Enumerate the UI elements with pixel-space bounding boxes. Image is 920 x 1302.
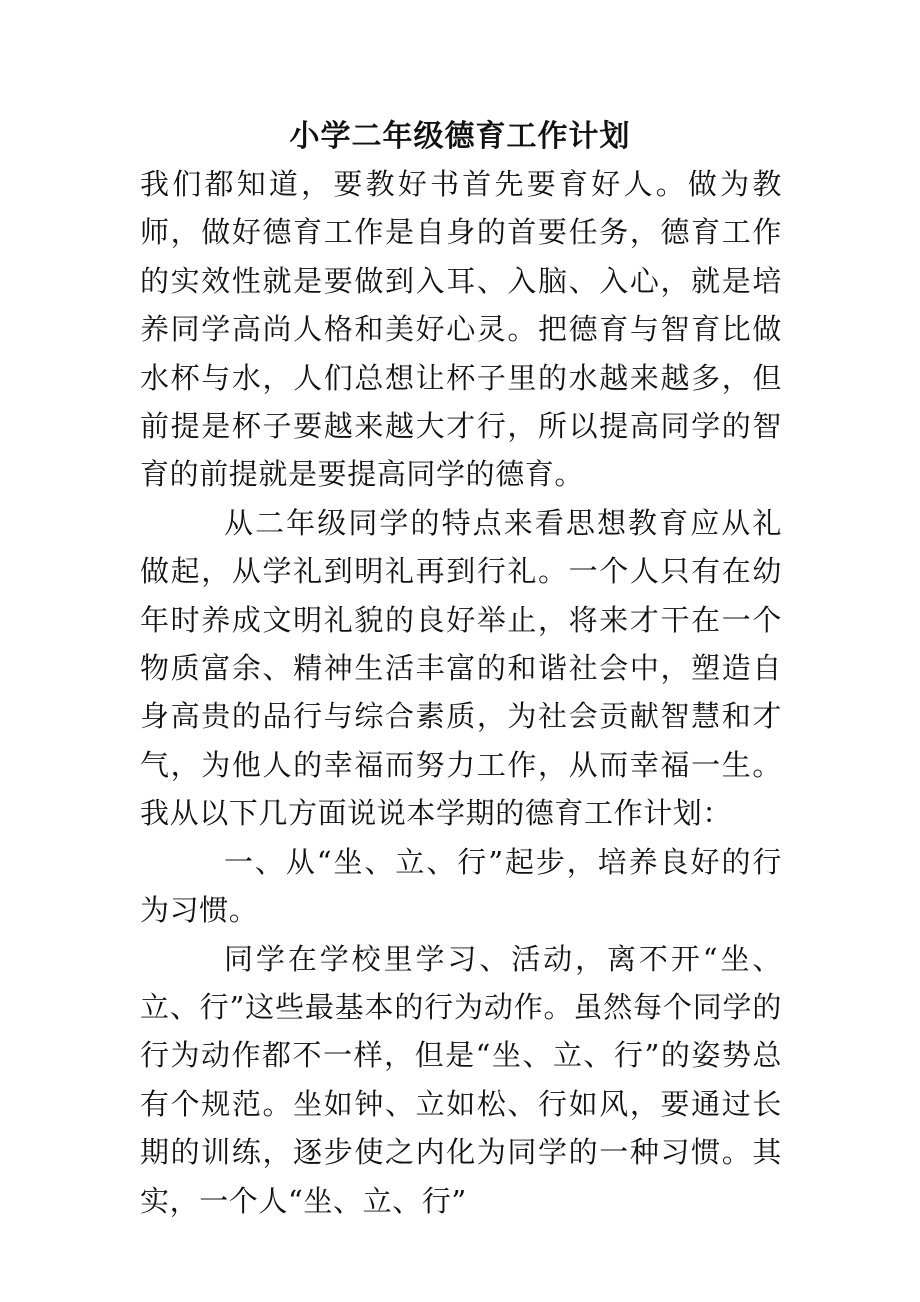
paragraph-posture: 同学在学校里学习、活动，离不开“坐、立、行”这些最基本的行为动作。虽然每个同学的行为动作都不一样，但是“坐、立、行”的姿势总有个规范。坐如钟、立如松、行如风，要通过长期的训练，逐步使之内化为同学的一种习惯。其实，一个人“坐、立、行” bbox=[140, 941, 782, 1218]
document-body bbox=[140, 160, 782, 1225]
document-title: 小学二年级德育工作计划 bbox=[289, 119, 631, 154]
paragraph-etiquette: 从二年级同学的特点来看思想教育应从礼做起，从学礼到明礼再到行礼。一个人只有在幼年时养成文明礼貌的良好举止，将来才干在一个物质富余、精神生活丰富的和谐社会中，塑造自身高贵的品行与综合素质，为社会贡献智慧和才气，为他人的幸福而努力工作，从而幸福一生。我从以下几方面说说本学期的德育工作计划： bbox=[140, 505, 782, 831]
paragraph-intro: 我们都知道，要教好书首先要育好人。做为教师，做好德育工作是自身的首要任务，德育工作的实效性就是要做到入耳、入脑、入心，就是培养同学高尚人格和美好心灵。把德育与智育比做水杯与水，人们总想让杯子里的水越来越多，但前提是杯子要越来越大才行，所以提高同学的智育的前提就是要提高同学的德育。 bbox=[140, 167, 782, 492]
section-heading-1: 一、从“坐、立、行”起步，培养良好的行为习惯。 bbox=[140, 844, 782, 928]
